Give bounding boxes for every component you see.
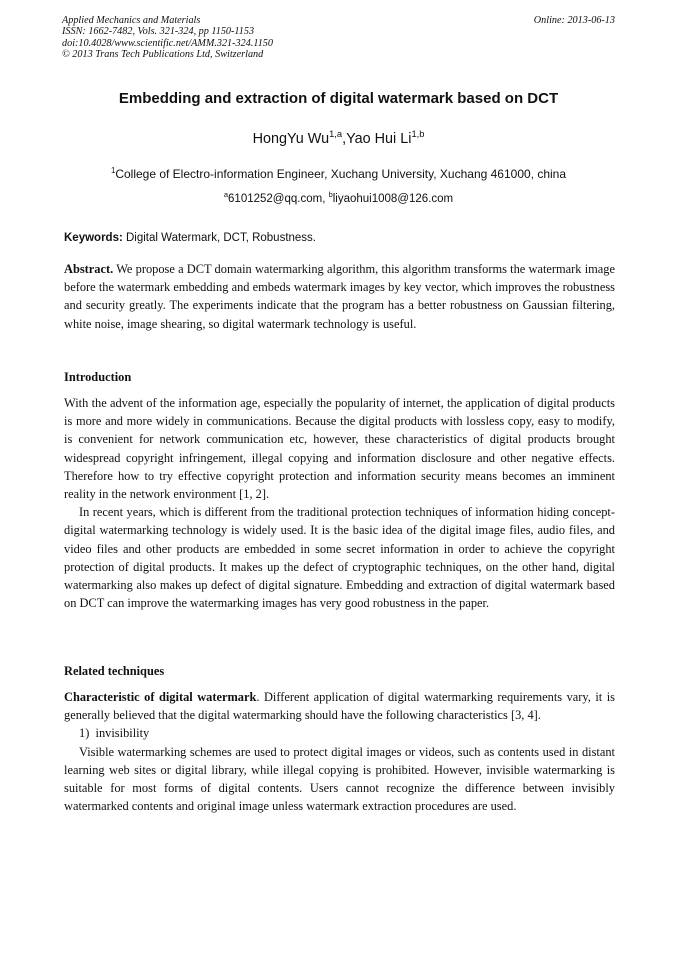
introduction-body [64,394,615,612]
section-heading-related-techniques: Related techniques [64,664,165,678]
keywords-text: Digital Watermark, DCT, Robustness. [122,232,317,244]
keywords-label: Keywords: [64,232,123,244]
paper-title: Embedding and extraction of digital watermark based on DCT [118,90,559,107]
keywords [64,232,615,244]
email-a: 6101252@qq.com, [228,193,329,205]
doi-line: doi:10.4028/www.scientific.net/AMM.321-324.1150 [62,37,273,49]
email-b: liyaohui1008@126.com [332,193,454,205]
abstract-label: Abstract. [64,262,114,276]
author-2: Yao Hui Li [346,131,412,147]
related-techniques-body [64,688,615,815]
author-1-sup: 1,a [329,129,343,140]
email-a-sup: a [223,190,229,200]
related-paragraph-2: Visible watermarking schemes are used to protect digital images or videos, such as contents used in distant learning web sites or digital library, while illegal copying is prohibited. However, invisible watermarking is suitable for most forms of digital contents. Users cannot recognize the difference between invisibly watermarked contents and original image unless watermark extraction procedures are used. [64,744,615,814]
list-item-1-number: 1) [79,726,90,741]
author-emails [62,190,615,205]
introduction-paragraph-2: In recent years, which is different from the traditional protection techniques of information hiding concept-digital watermarking technology is widely used. It is the basic idea of the digital image files, audio files, and video files and other products are embedded in some secret information in order to achieve the copyright protection of digital products. It makes up the defect of cryptographic techniques, on the other hand, digital watermarking also makes up defect of digital signature. Embedding and extraction of digital watermark based on DCT can improve the watermarking images has very good robustness in the paper. [64,505,615,611]
related-paragraph-1-text: . Different application of digital watermarking requirements vary, it is generally believed that the digital watermarking should have the following characteristics [3, 4]. [64,690,615,723]
affiliation-text: College of Electro-information Engineer, Xuchang University, Xuchang 461000, china [115,167,567,181]
journal-name: Applied Mechanics and Materials [62,15,201,26]
email-b-sup: b [328,190,333,200]
issn-line: ISSN: 1662-7482, Vols. 321-324, pp 1150-1153 [62,26,255,38]
introduction-paragraph-1: With the advent of the information age, especially the popularity of internet, the application of digital products is more and more widely in communications. Because the digital products with lossless copy, easy to modify, is convenient for network communication etc, however, these characteristics of digital products brought widespread copyright infringement, illegal copying and information disclosure and other negative effects. Therefore how to try effective copyright protection and information security means becomes an imminent reality in the network environment [1, 2]. [64,396,615,502]
list-item-1 [64,724,615,742]
affiliation [62,167,615,181]
affiliation-sup: 1 [110,166,116,175]
author-2-sup: 1,b [411,129,425,140]
related-paragraph-1 [64,688,615,724]
abstract-text: We propose a DCT domain watermarking algorithm, this algorithm transforms the watermark image before the watermark embedding and embeds watermark images by key vector, which improves the robustness and security greatly. The experiments indicate that the program has a better robustness on Gaussian filtering, white noise, image shearing, so digital watermark technology is useful. [64,262,615,331]
list-item-1-text: invisibility [95,726,150,741]
online-date: Online: 2013-06-13 [533,15,615,26]
section-heading-introduction: Introduction [64,370,132,384]
journal-header [62,15,615,61]
author-separator: , [342,131,347,147]
author-1: HongYu Wu [252,131,330,147]
author-line [62,131,615,147]
abstract [64,260,615,333]
copyright-line: © 2013 Trans Tech Publications Ltd, Switzerland [62,49,264,61]
subheading-characteristic: Characteristic of digital watermark [64,690,257,704]
